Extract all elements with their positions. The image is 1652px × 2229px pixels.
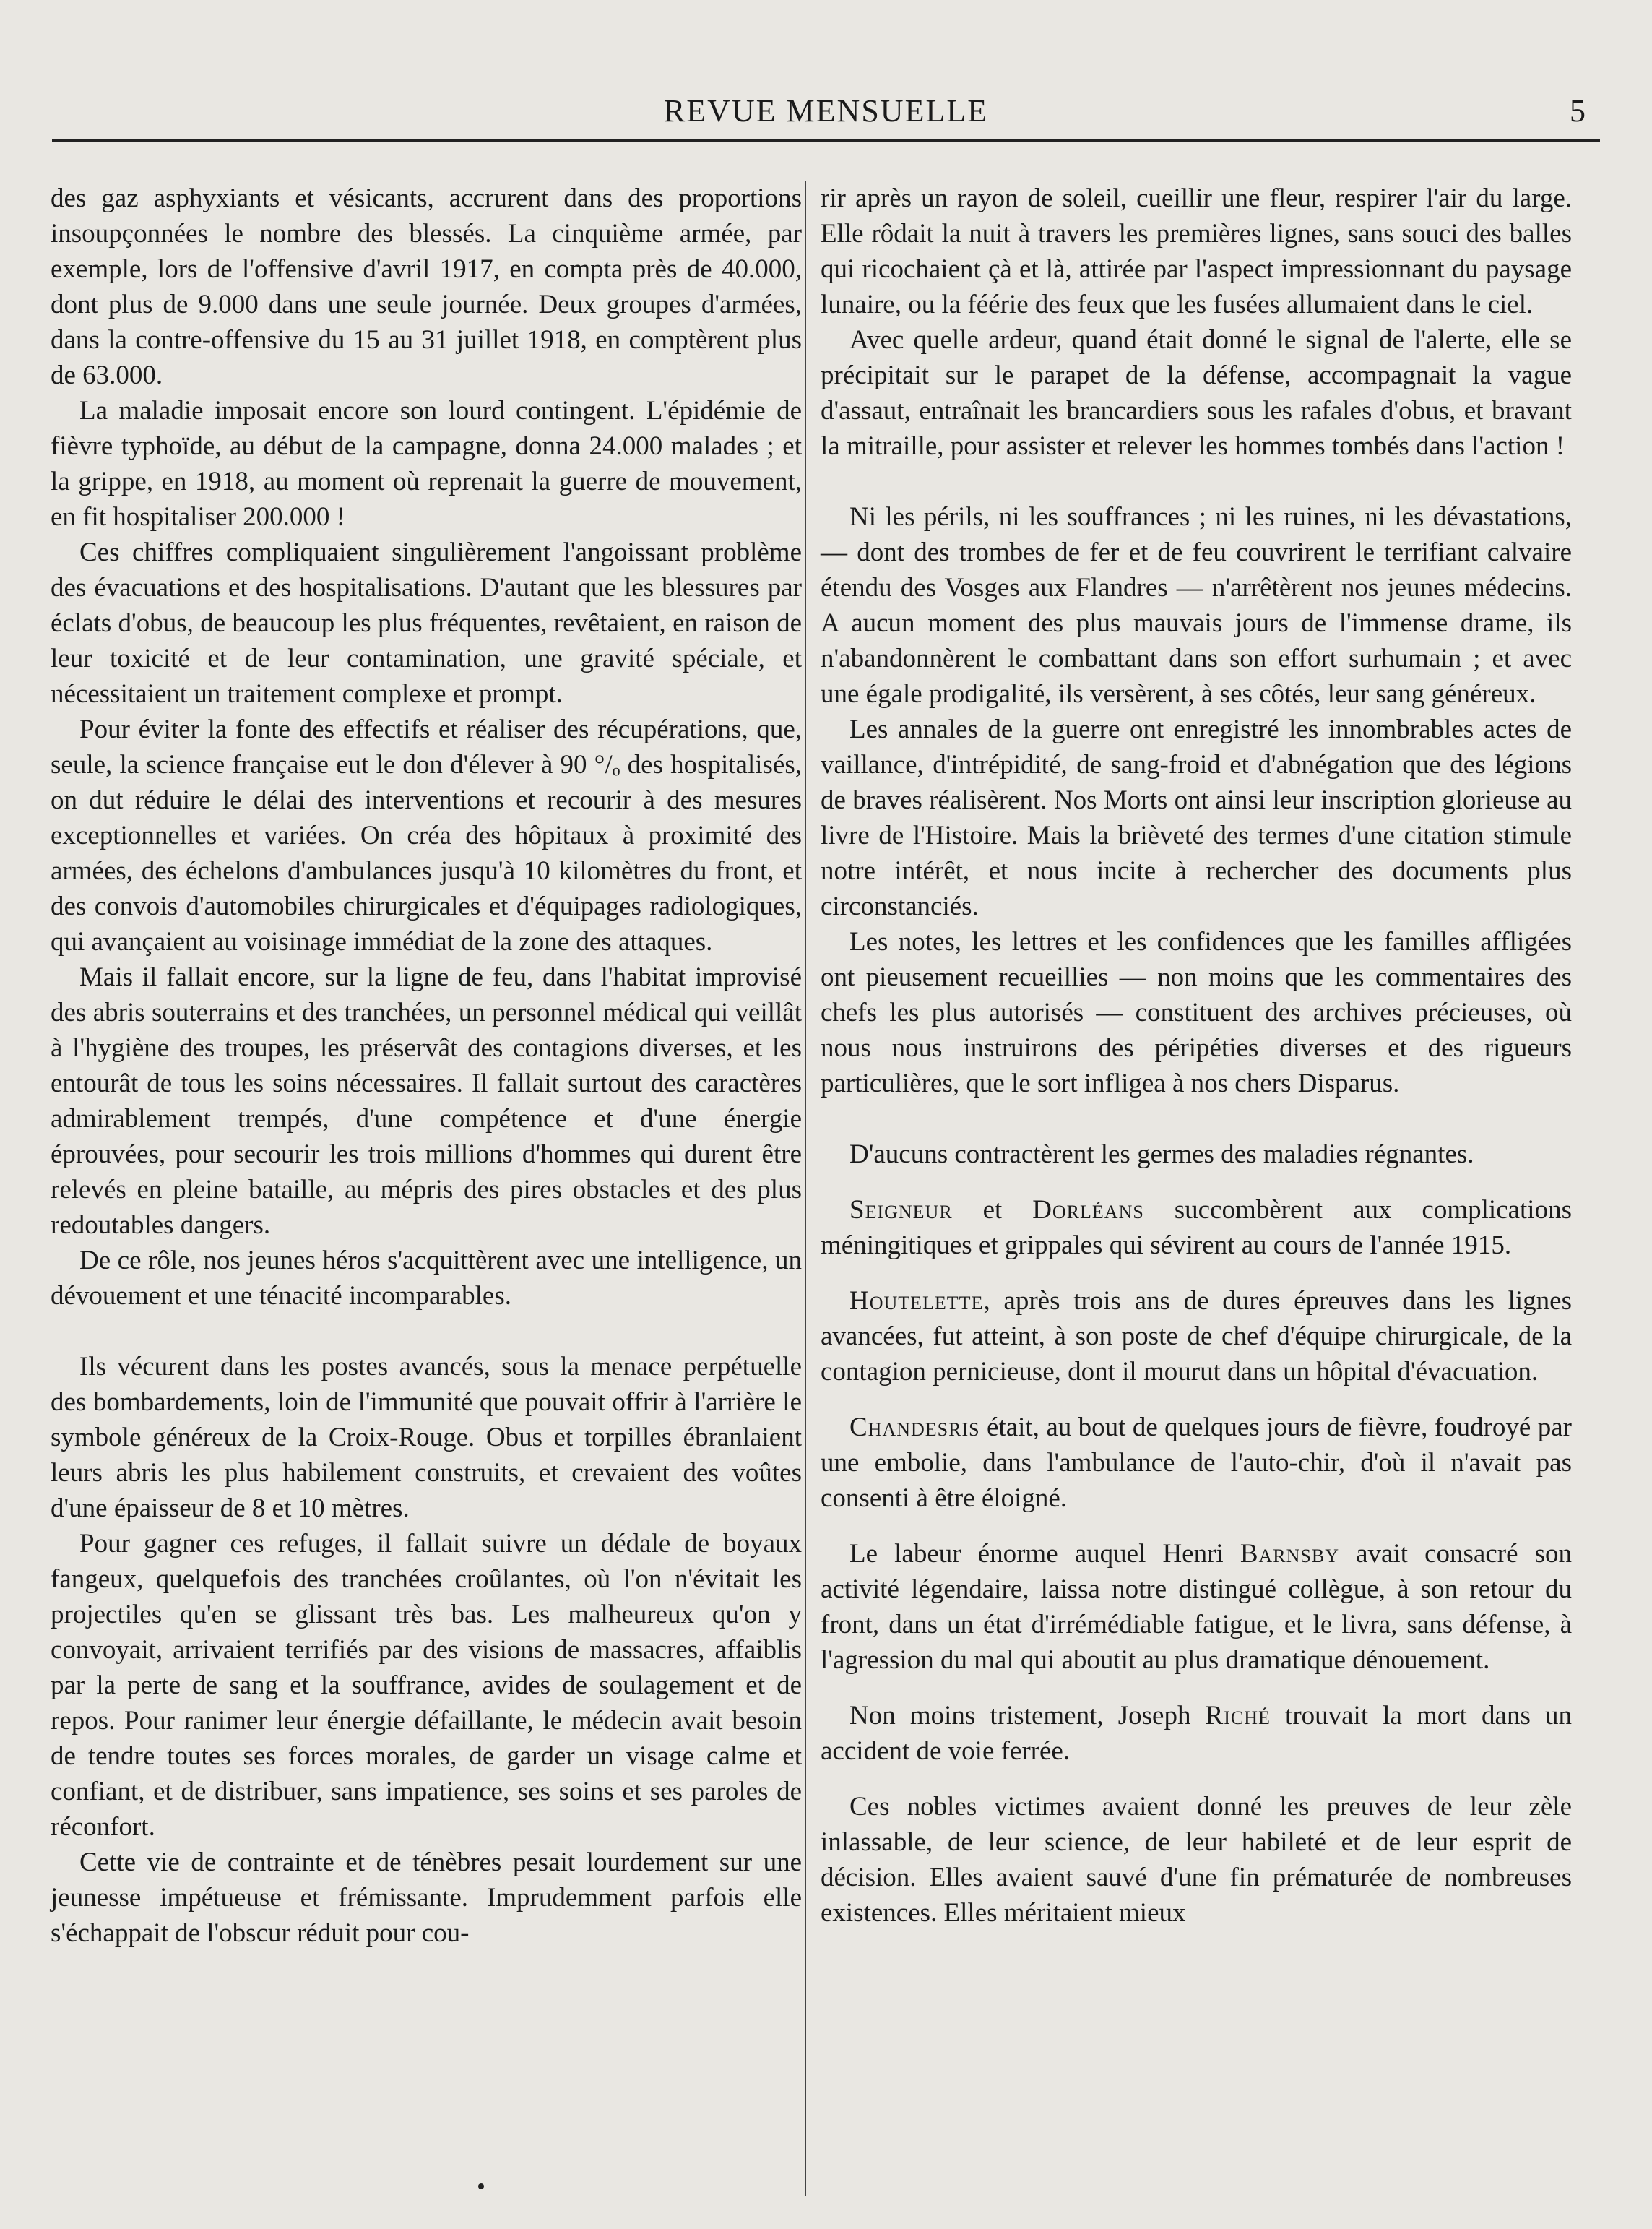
text-run: , après trois ans de dures épreuves dans les lignes avancées, fut atteint, à son poste de chef d'équipe chirurgicale, de la contagion pernicieuse, dont il mourut dans un hôpital d'évacuation. [821,1286,1572,1387]
paragraph: des gaz asphyxiants et vésicants, accrurent dans des proportions insoupçonnées le nombre des blessés. La cinquième armée, par exemple, lors de l'offensive d'avril 1917, en compta près de 40.000, dont plus de 9.000 dans une seule journée. Deux groupes d'armées, dans la contre-offensive du 15 au 31 juillet 1918, en comptèrent plus de 63.000. [51,184,802,390]
paragraph: La maladie imposait encore son lourd contingent. L'épidémie de fièvre typhoïde, au début de la campagne, donna 24.000 malades ; et la grippe, en 1918, au moment où reprenait la guerre de mouvement, en fit hospitaliser 200.000 ! [51,396,802,532]
surname: Chandesris [849,1413,980,1442]
surname: Seigneur [849,1195,953,1225]
text-run: était, au bout de quelques jours de fièvre, foudroyé par une embolie, dans l'ambulance de l'auto-chir, d'où il n'avait pas consenti à être éloigné. [821,1413,1572,1513]
text-run: Le labeur énorme auquel Henri [849,1539,1240,1569]
paragraph [821,1698,1572,1769]
printer-dot [478,2183,484,2189]
right-column [821,181,1572,1931]
paragraph: Ces chiffres compliquaient singulièrement l'angoissant problème des évacuations et des hospitalisations. D'autant que les blessures par éclats d'obus, de beaucoup les plus fréquentes, revêtaient, en raison de leur toxicité et de leur contamination, une gravité spéciale, et nécessitaient un traitement complexe et prompt. [51,538,802,709]
paragraph: D'aucuns contractèrent les germes des maladies régnantes. [849,1139,1474,1169]
paragraph: Cette vie de contrainte et de ténèbres pesait lourdement sur une jeunesse impétueuse et frémissante. Imprudemment parfois elle s'échappait de l'obscur réduit pour cou- [51,1848,802,1948]
surname: Dorléans [1032,1195,1144,1225]
text-run: et [952,1195,1033,1225]
paragraph: Mais il fallait encore, sur la ligne de feu, dans l'habitat improvisé des abris souterrains et des tranchées, un personnel médical qui veillât à l'hygiène des troupes, les préservât des contagions diverses, et les entourât de tous les soins nécessaires. Il fallait surtout des caractères admirablement trempés, d'une compétence et d'une énergie éprouvées, pour secourir les trois millions d'hommes qui durent être relevés en pleine bataille, au mépris des pires obstacles et des plus redoutables dangers. [51,962,802,1240]
left-column [51,181,802,1951]
text-run: succombèrent aux complications méningitiques et grippales qui sévirent au cours de l'année 1915. [821,1195,1572,1260]
paragraph: Avec quelle ardeur, quand était donné le signal de l'alerte, elle se précipitait sur le parapet de la défense, accompagnait la vague d'assaut, entraînait les brancardiers sous les rafales d'obus, et bravant la mitraille, pour assister et relever les hommes tombés dans l'action ! [821,325,1572,461]
text-run: Non moins tristement, Joseph [849,1701,1206,1730]
paragraph [821,1410,1572,1516]
paragraph: rir après un rayon de soleil, cueillir une fleur, respirer l'air du large. Elle rôdait la nuit à travers les premières lignes, sans souci des balles qui ricochaient çà et là, attirée par l'aspect impressionnant du paysage lunaire, ou la féérie des feux que les fusées allumaient dans le ciel. [821,184,1572,319]
paragraph: Pour éviter la fonte des effectifs et réaliser des récupérations, que, seule, la science française eut le don d'élever à 90 °/ₒ des hospitalisés, on dut réduire le délai des interventions et recourir à des mesures exceptionnelles et variées. On créa des hôpitaux à proximité des armées, des échelons d'ambulances jusqu'à 10 kilomètres du front, et des convois d'automobiles chirurgicales et d'équipages radiologiques, qui avançaient au voisinage immédiat de la zone des attaques. [51,715,802,957]
page-header [52,85,1600,143]
paragraph: De ce rôle, nos jeunes héros s'acquittèrent avec une intelligence, un dévouement et une ténacité incomparables. [51,1246,802,1311]
paragraph: Ces nobles victimes avaient donné les preuves de leur zèle inlassable, de leur science, de leur habileté et de leur esprit de décision. Elles avaient sauvé d'une fin prématurée de nombreuses existences. Elles méritaient mieux [821,1792,1572,1928]
paragraph [821,1192,1572,1263]
paragraph: Ils vécurent dans les postes avancés, sous la menace perpétuelle des bombardements, loin de l'immunité que pouvait offrir à l'arrière le symbole généreux de la Croix-Rouge. Obus et torpilles ébranlaient leurs abris les plus habilement construits, et crevaient des voûtes d'une épaisseur de 8 et 10 mètres. [51,1352,802,1523]
surname: Houtelette [849,1286,984,1316]
header-rule [52,139,1600,142]
paragraph: Les notes, les lettres et les confidences que les familles affligées ont pieusement recueillies — non moins que les commentaires des chefs les plus autorisés — constituent des archives précieuses, où nous nous instruirons des péripéties diverses et des rigueurs particulières, que le sort infligea à nos chers Disparus. [821,927,1572,1098]
paragraph: Ni les périls, ni les souffrances ; ni les ruines, ni les dévastations, — dont des trombes de fer et de feu couvrirent le terrifiant calvaire étendu des Vosges aux Flandres — n'arrêtèrent nos jeunes médecins. A aucun moment des plus mauvais jours de l'immense drame, ils n'abandonnèrent le combattant dans son effort surhumain ; et avec une égale prodigalité, ils versèrent, à ses côtés, leur sang généreux. [821,502,1572,709]
paragraph [821,1536,1572,1678]
page-number: 5 [1570,93,1586,129]
surname: Riché [1205,1701,1271,1730]
paragraph: Les annales de la guerre ont enregistré les innombrables actes de vaillance, d'intrépidité, de sang-froid et d'abnégation que des légions de braves réalisèrent. Nos Morts ont ainsi leur inscription glorieuse au livre de l'Histoire. Mais la brièveté des termes d'une citation stimule notre intérêt, et nous incite à rechercher des documents plus circonstanciés. [821,715,1572,921]
paragraph [821,1283,1572,1389]
text-run: trouvait la mort dans un accident de voie ferrée. [821,1701,1572,1766]
column-divider [805,181,806,2196]
text-run: avait consacré son activité légendaire, laissa notre distingué collègue, à son retour du front, dans un état d'irrémédiable fatigue, et le livra, sans défense, à l'agression du mal qui aboutit au plus dramatique dénouement. [821,1539,1572,1675]
running-title: REVUE MENSUELLE [663,93,989,129]
paragraph: Pour gagner ces refuges, il fallait suivre un dédale de boyaux fangeux, quelquefois des tranchées croûlantes, où l'on n'évitait les projectiles qu'en se glissant très bas. Les malheureux qu'on y convoyait, arrivaient terrifiés par des visions de massacres, affaiblis par la perte de sang et la souffrance, avides de soulagement et de repos. Pour ranimer leur énergie défaillante, le médecin avait besoin de tendre toutes ses forces morales, de garder un visage calme et confiant, et de distribuer, sans impatience, ses soins et ses paroles de réconfort. [51,1529,802,1842]
surname: Barnsby [1240,1539,1339,1569]
